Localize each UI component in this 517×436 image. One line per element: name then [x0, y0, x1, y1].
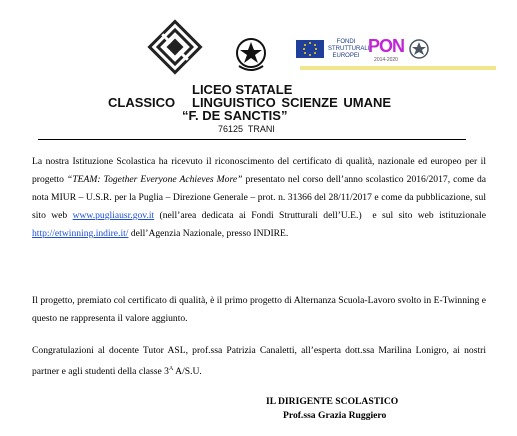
signature-name: Prof.ssa Grazia Ruggiero	[283, 410, 387, 421]
republic-emblem-icon	[234, 36, 268, 74]
paragraph-1	[32, 153, 489, 243]
project-title: “TEAM: Together Everyone Achieves More”	[67, 174, 243, 185]
header-address: 76125 TRANI	[218, 124, 275, 134]
eu-flag-icon	[296, 40, 324, 58]
signature-role: IL DIRIGENTE SCOLASTICO	[266, 396, 399, 407]
pugliausr-link[interactable]: www.pugliausr.gov.it	[72, 210, 155, 221]
p1-intro: La nostra Istituzione Scolastica ha ricevuto il riconoscimento del certificato di qualità, nazionale ed europeo per il progetto	[32, 156, 486, 185]
header-line-2: CLASSICO LINGUISTICO SCIENZE UMANE	[108, 95, 392, 110]
p1-end: dell’Agenzia Nazionale, presso INDIRE.	[128, 228, 289, 239]
paragraph-3	[32, 342, 486, 381]
eu-funding-banner	[296, 32, 496, 66]
ministry-emblem-icon	[408, 38, 430, 60]
pon-logo	[368, 36, 404, 63]
header-divider	[38, 139, 466, 140]
pon-label: PON	[368, 35, 405, 56]
p3-before: Congratulazioni al docente Tutor ASL, prof.ssa Patrizia Canaletti, all’esperta dott.ssa Marilina Lonigro, ai nostri partner e agli studenti della classe 3	[32, 345, 486, 378]
header-line-1: LICEO STATALE	[192, 82, 293, 97]
fondi-strutturali-label: FONDI STRUTTURALI EUROPEI	[328, 38, 370, 59]
p1-middle: presentato nel corso dell’anno scolastico 2016/2017, come da nota MIUR – U.S.R. per la Puglia – Direzione Generale – prot. n. 31366 del 28/11/2017 e come da pubblicazione, sul sito web	[32, 174, 486, 221]
etwinning-link[interactable]: http://etwinning.indire.it/	[32, 228, 129, 239]
p3-superscript: A	[168, 366, 174, 372]
school-logo	[146, 18, 204, 76]
paragraph-2: Il progetto, premiato col certificato di qualità, è il primo progetto di Alternanza Scuola-Lavoro svolto in E-Twinning e questo ne rappresenta il valore aggiunto.	[32, 295, 486, 324]
p1-after-link1: (nell’area dedicata ai Fondi Strutturali dell’U.E.) e sul sito web istituzionale	[154, 210, 489, 221]
eu-banner-caption-bar	[300, 66, 496, 70]
p3-after: A/S.U.	[173, 366, 202, 378]
pon-year: 2014-2020	[374, 56, 398, 63]
header-line-3: “F. DE SANCTIS”	[182, 108, 288, 123]
